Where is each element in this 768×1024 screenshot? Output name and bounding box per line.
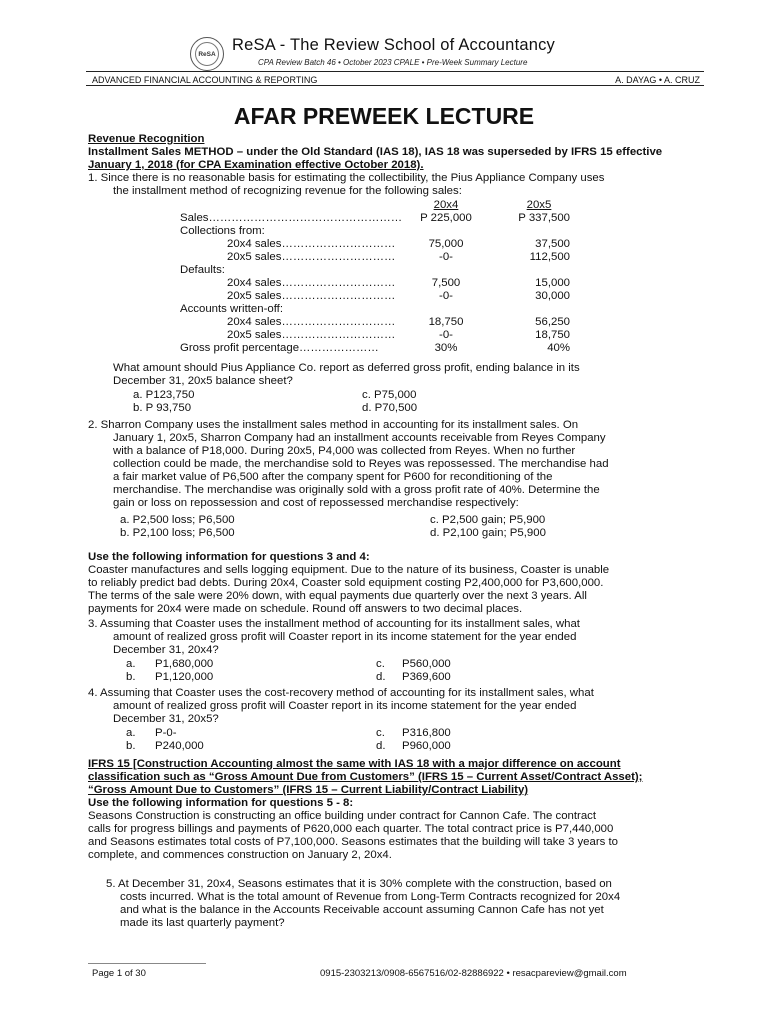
q2-choice-b: b. P2,100 loss; P6,500 <box>120 527 235 539</box>
q3-choice-d-letter: d. <box>376 671 386 683</box>
q1-table-row <box>180 290 570 303</box>
footer-rule <box>88 963 206 964</box>
q1-intro-line2: the installment method of recognizing revenue for the following sales: <box>113 185 462 197</box>
q2-line2: January 1, 20x5, Sharron Company had an installment accounts receivable from Reyes Company <box>113 432 606 444</box>
q1-table-row <box>180 342 570 355</box>
q4-choice-d-letter: d. <box>376 740 386 752</box>
q1-value-20x5: 37,500 <box>535 238 570 250</box>
q3-choice-b: P1,120,000 <box>155 671 214 683</box>
q1-column-headers <box>180 199 570 212</box>
q1-table-row <box>180 251 570 264</box>
q4-line2: amount of realized gross profit will Coaster report in its income statement for the year ended <box>113 700 577 712</box>
q1-row-label: 20x4 sales………………………… <box>227 277 396 289</box>
ifrs-heading-line2: classification such as “Gross Amount Due from Customers” (IFRS 15 – Current Asset/Contract Asset); <box>88 771 643 783</box>
header-rule-top <box>86 71 704 72</box>
q1-table-row <box>180 316 570 329</box>
q1-row-label: 20x5 sales………………………… <box>227 329 396 341</box>
q2-choice-c: c. P2,500 gain; P5,900 <box>430 514 546 526</box>
q3-choice-a-letter: a. <box>126 658 136 670</box>
authors: A. DAYAG • A. CRUZ <box>615 75 700 85</box>
q1-choice-d: d. P70,500 <box>362 402 418 414</box>
resa-logo <box>190 37 224 71</box>
q1-intro-line1: 1. Since there is no reasonable basis for estimating the collectibility, the Pius Appliance Company uses <box>88 172 605 184</box>
q1-question-line1: What amount should Pius Appliance Co. report as deferred gross profit, ending balance in its <box>113 362 580 374</box>
q5-line4: made its last quarterly payment? <box>120 917 285 929</box>
q3-choice-c-letter: c. <box>376 658 385 670</box>
q34-info-line2: to reliably predict bad debts. During 20x4, Coaster sold equipment costing P2,400,000 for P3,600,000. <box>88 577 604 589</box>
header-rule-bottom <box>86 85 704 86</box>
installment-heading-line1: Installment Sales METHOD – under the Old Standard (IAS 18), IAS 18 was superseded by IFRS 15 effective <box>88 146 663 158</box>
q5-line1: 5. At December 31, 20x4, Seasons estimates that it is 30% complete with the construction, based on <box>106 878 612 890</box>
q2-line6: merchandise. The merchandise was originally sold with a gross profit rate of 40%. Determine the <box>113 484 600 496</box>
col-header-20x5: 20x5 <box>526 199 552 211</box>
q1-value-20x5: 30,000 <box>535 290 570 302</box>
q5-line3: and what is the balance in the Accounts Receivable account assuming Cannon Cafe has not yet <box>120 904 604 916</box>
q34-heading: Use the following information for questions 3 and 4: <box>88 551 370 563</box>
installment-heading-line2: January 1, 2018 (for CPA Examination effective October 2018). <box>88 159 424 171</box>
q3-choice-c: P560,000 <box>402 658 451 670</box>
q3-choice-d: P369,600 <box>402 671 451 683</box>
q1-value-20x5: 40% <box>547 342 570 354</box>
q58-info-line4: complete, and commences construction on January 2, 20x4. <box>88 849 392 861</box>
q1-value-20x5: 18,750 <box>535 329 570 341</box>
q1-value-20x4: 30% <box>434 342 458 354</box>
q3-choice-b-letter: b. <box>126 671 136 683</box>
q1-choice-b: b. P 93,750 <box>133 402 192 414</box>
q34-info-line4: payments for 20x4 were made on schedule. Round off answers to two decimal places. <box>88 603 523 615</box>
col-header-20x4: 20x4 <box>433 199 459 211</box>
q1-table-row <box>180 225 570 238</box>
q58-info-line3: and Seasons estimates total costs of P7,100,000. Seasons estimates that the building will take 3 years to <box>88 836 618 848</box>
q1-table-row <box>180 303 570 316</box>
resa-seal-icon <box>195 42 219 66</box>
q3-line1: 3. Assuming that Coaster uses the installment method of accounting for its installment sales, what <box>88 618 580 630</box>
q1-row-label: Gross profit percentage………………… <box>180 342 379 354</box>
q1-row-label: Sales…………………………………………… <box>180 212 403 224</box>
q1-row-label: 20x5 sales………………………… <box>227 290 396 302</box>
ifrs-heading-line1: IFRS 15 [Construction Accounting almost the same with IAS 18 with a major difference on account <box>88 758 621 770</box>
q2-line3: with a balance of P18,000. During 20x5, P4,000 was collected from Reyes. When no further <box>113 445 576 457</box>
q1-row-label: Collections from: <box>180 225 265 237</box>
q1-row-label: Accounts written-off: <box>180 303 283 315</box>
q2-line4: collection could be made, the merchandise sold to Reyes was repossessed. The merchandise had <box>113 458 609 470</box>
q1-value-20x4: -0- <box>439 290 453 302</box>
q2-choice-d: d. P2,100 gain; P5,900 <box>430 527 546 539</box>
q34-info-line1: Coaster manufactures and sells logging equipment. Due to the nature of its business, Coaster is unable <box>88 564 610 576</box>
q1-value-20x5: P 337,500 <box>518 212 570 224</box>
q4-choice-a: P-0- <box>155 727 177 739</box>
q2-choice-a: a. P2,500 loss; P6,500 <box>120 514 235 526</box>
q1-question-line2: December 31, 20x5 balance sheet? <box>113 375 293 387</box>
q58-heading: Use the following information for questions 5 - 8: <box>88 797 354 809</box>
q1-value-20x4: 75,000 <box>428 238 464 250</box>
q1-table-row <box>180 212 570 225</box>
q1-choice-c: c. P75,000 <box>362 389 417 401</box>
q2-line1: 2. Sharron Company uses the installment sales method in accounting for its installment sales. On <box>88 419 579 431</box>
q1-choice-a: a. P123,750 <box>133 389 195 401</box>
q4-choice-c-letter: c. <box>376 727 385 739</box>
q1-value-20x5: 112,500 <box>529 251 570 263</box>
page-number: Page 1 of 30 <box>92 968 146 979</box>
q4-line1: 4. Assuming that Coaster uses the cost-recovery method of accounting for its installment sales, what <box>88 687 594 699</box>
q1-table-row <box>180 238 570 251</box>
q4-line3: December 31, 20x5? <box>113 713 219 725</box>
q58-info-line2: calls for progress billings and payments of P620,000 each quarter. The total contract price is P7,440,000 <box>88 823 614 835</box>
q4-choice-d: P960,000 <box>402 740 451 752</box>
q4-choice-c: P316,800 <box>402 727 451 739</box>
q1-value-20x5: 56,250 <box>535 316 570 328</box>
q5-line2: costs incurred. What is the total amount of Revenue from Long-Term Contracts recognized for 20x4 <box>120 891 621 903</box>
school-name: ReSA - The Review School of Accountancy <box>232 36 555 54</box>
q1-value-20x4: -0- <box>439 329 453 341</box>
q1-row-label: 20x4 sales………………………… <box>227 316 396 328</box>
q2-line7: gain or loss on repossession and cost of repossessed merchandise respectively: <box>113 497 519 509</box>
q1-table-row <box>180 264 570 277</box>
q1-row-label: 20x4 sales………………………… <box>227 238 396 250</box>
q58-info-line1: Seasons Construction is constructing an office building under contract for Cannon Cafe. The contract <box>88 810 597 822</box>
logo-text: ReSA <box>198 50 216 58</box>
q1-value-20x4: 18,750 <box>428 316 464 328</box>
q1-table-row <box>180 277 570 290</box>
ifrs-heading-line3: “Gross Amount Due to Customers” (IFRS 15 – Current Liability/Contract Liability) <box>88 784 529 796</box>
q3-choice-a: P1,680,000 <box>155 658 214 670</box>
q1-row-label: Defaults: <box>180 264 225 276</box>
q1-table-row <box>180 329 570 342</box>
q1-value-20x4: 7,500 <box>431 277 461 289</box>
q1-value-20x4: P 225,000 <box>420 212 472 224</box>
q3-line2: amount of realized gross profit will Coaster report in its income statement for the year ended <box>113 631 577 643</box>
q3-line3: December 31, 20x4? <box>113 644 219 656</box>
q4-choice-b: P240,000 <box>155 740 204 752</box>
q4-choice-b-letter: b. <box>126 740 136 752</box>
subject: ADVANCED FINANCIAL ACCOUNTING & REPORTING <box>92 75 318 85</box>
q2-line5: a fair market value of P6,500 after the company spent for P600 for reconditioning of the <box>113 471 553 483</box>
batch-line: CPA Review Batch 46 • October 2023 CPALE • Pre-Week Summary Lecture <box>258 58 528 67</box>
q1-value-20x4: -0- <box>439 251 453 263</box>
q1-value-20x5: 15,000 <box>535 277 570 289</box>
q4-choice-a-letter: a. <box>126 727 136 739</box>
q34-info-line3: The terms of the sale were 20% down, with equal payments due quarterly over the next 3 years. All <box>88 590 587 602</box>
q1-row-label: 20x5 sales………………………… <box>227 251 396 263</box>
page-title: AFAR PREWEEK LECTURE <box>233 103 535 129</box>
contact-info: 0915-2303213/0908-6567516/02-82886922 • resacpareview@gmail.com <box>320 968 627 979</box>
section-heading: Revenue Recognition <box>88 133 205 145</box>
